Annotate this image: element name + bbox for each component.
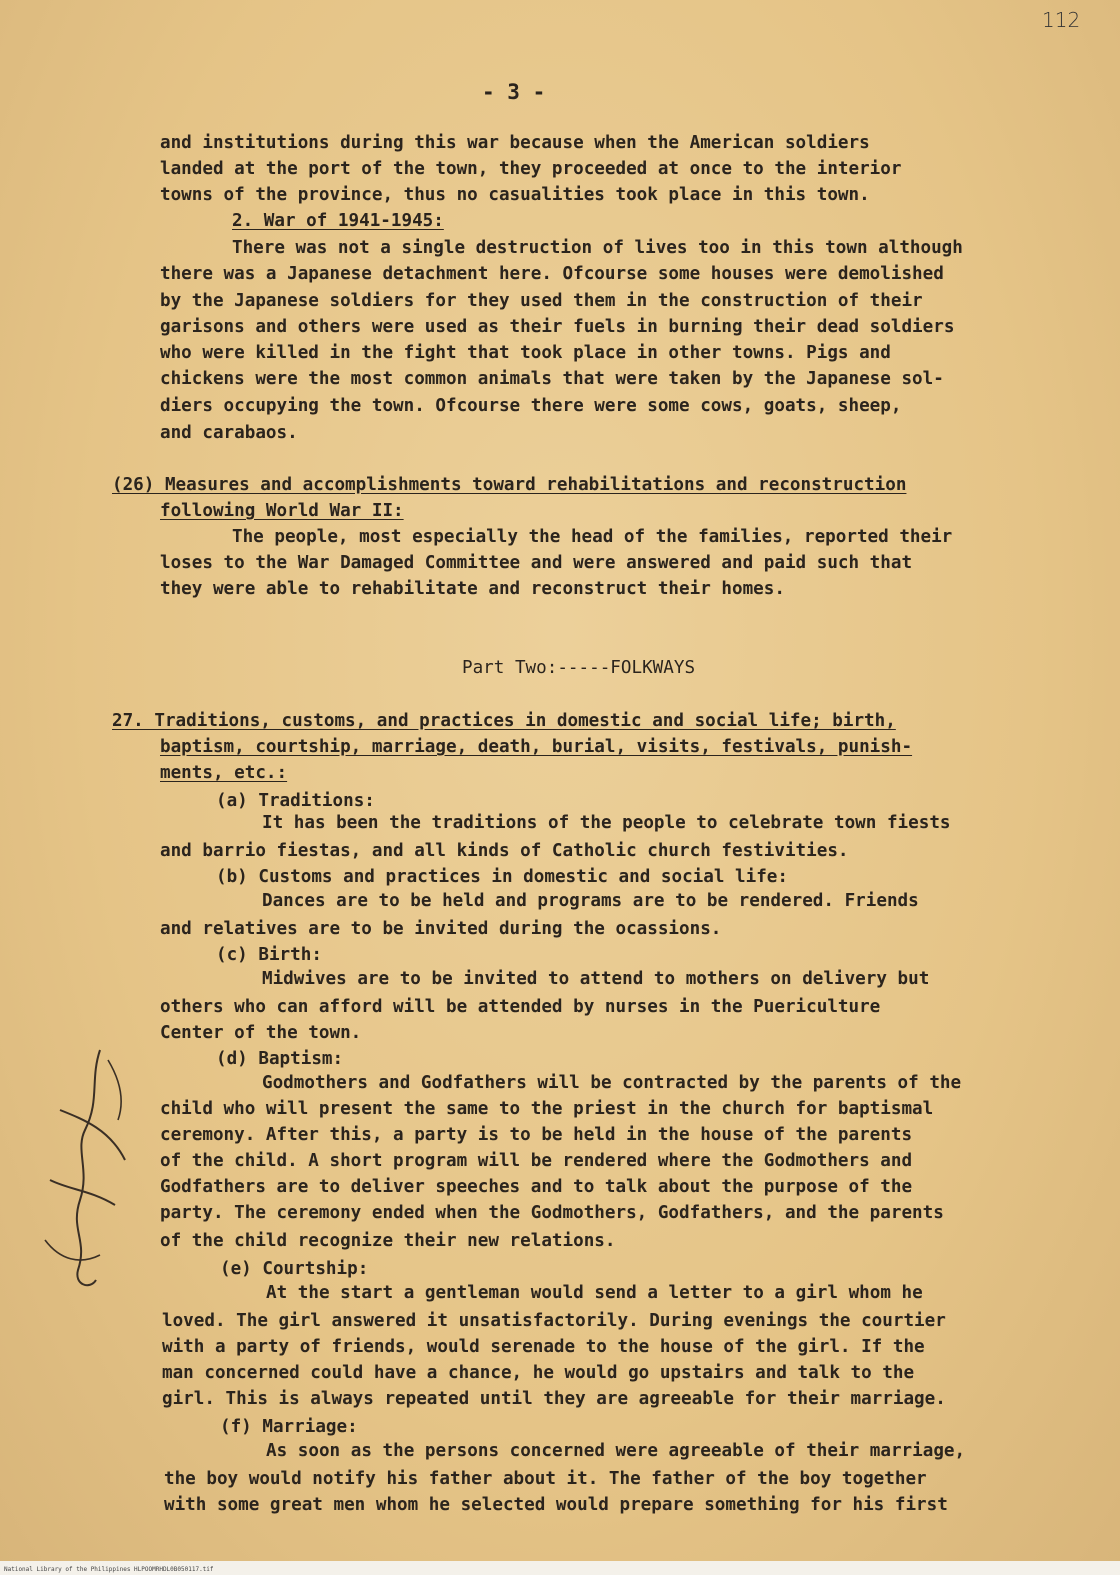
text-line: party. The ceremony ended when the Godmothers, Godfathers, and the parents — [160, 1203, 944, 1223]
text-line: loved. The girl answered it unsatisfactorily. During evenings the courtier — [162, 1311, 946, 1331]
text-line: they were able to rehabilitate and reconstruct their homes. — [160, 579, 785, 599]
text-line: The people, most especially the head of the families, reported their — [232, 527, 953, 547]
text-line: Center of the town. — [160, 1023, 362, 1043]
page-number: - 3 - — [482, 80, 546, 104]
subsection-heading: (f) Marriage: — [220, 1417, 358, 1437]
text-line: of the child. A short program will be rendered where the Godmothers and — [160, 1151, 913, 1171]
text-line: As soon as the persons concerned were agreeable of their marriage, — [266, 1441, 966, 1461]
text-line: by the Japanese soldiers for they used them in the construction of their — [160, 291, 923, 311]
text-line: with a party of friends, would serenade to the house of the girl. If the — [162, 1337, 925, 1357]
text-line: At the start a gentleman would send a letter to a girl whom he — [266, 1283, 923, 1303]
text-line: ceremony. After this, a party is to be held in the house of the parents — [160, 1125, 913, 1145]
section-heading: ments, etc.: — [160, 763, 288, 783]
handwritten-signature — [30, 1040, 140, 1300]
text-line: diers occupying the town. Ofcourse there were some cows, goats, sheep, — [160, 396, 902, 416]
text-line: girl. This is always repeated until they are agreeable for their marriage. — [162, 1389, 946, 1409]
text-line: and barrio fiestas, and all kinds of Catholic church festivities. — [160, 841, 849, 861]
subsection-heading: (a) Traditions: — [216, 791, 375, 811]
text-line: and institutions during this war because when the American soldiers — [160, 133, 870, 153]
text-line: of the child recognize their new relations. — [160, 1231, 616, 1251]
text-line: the boy would notify his father about it. The father of the boy together — [164, 1469, 927, 1489]
section-heading: following World War II: — [160, 501, 404, 521]
text-line: and relatives are to be invited during the ocassions. — [160, 919, 722, 939]
text-line: Dances are to be held and programs are to be rendered. Friends — [262, 891, 919, 911]
section-heading: (26) Measures and accomplishments toward rehabilitations and reconstruction — [112, 475, 907, 495]
text-line: man concerned could have a chance, he would go upstairs and talk to the — [162, 1363, 915, 1383]
subsection-heading: (e) Courtship: — [220, 1259, 369, 1279]
text-line: Godmothers and Godfathers will be contracted by the parents of the — [262, 1073, 962, 1093]
part-heading: Part Two:-----FOLKWAYS — [462, 658, 696, 678]
text-line: and carabaos. — [160, 423, 298, 443]
text-line: Midwives are to be invited to attend to mothers on delivery but — [262, 969, 930, 989]
page-annotation: 112 — [1042, 8, 1081, 32]
text-line: chickens were the most common animals that were taken by the Japanese sol- — [160, 369, 944, 389]
text-line: with some great men whom he selected would prepare something for his first — [164, 1495, 948, 1515]
subsection-heading: (b) Customs and practices in domestic and social life: — [216, 867, 788, 887]
scan-footer: National Library of the Philippines HLPOOMRHDL0B050117.tif — [4, 1566, 214, 1573]
section-heading: 27. Traditions, customs, and practices in domestic and social life; birth, — [112, 711, 896, 731]
text-line: there was a Japanese detachment here. Ofcourse some houses were demolished — [160, 264, 944, 284]
text-line: loses to the War Damaged Committee and were answered and paid such that — [160, 553, 913, 573]
subsection-heading: (d) Baptism: — [216, 1049, 344, 1069]
section-heading: 2. War of 1941-1945: — [232, 211, 444, 231]
text-line: landed at the port of the town, they proceeded at once to the interior — [160, 159, 902, 179]
text-line: child who will present the same to the priest in the church for baptismal — [160, 1099, 934, 1119]
text-line: There was not a single destruction of lives too in this town although — [232, 238, 963, 258]
text-line: It has been the traditions of the people to celebrate town fiests — [262, 813, 951, 833]
text-line: towns of the province, thus no casualities took place in this town. — [160, 185, 870, 205]
text-line: others who can afford will be attended by nurses in the Puericulture — [160, 997, 881, 1017]
text-line: Godfathers are to deliver speeches and to talk about the purpose of the — [160, 1177, 913, 1197]
text-line: garisons and others were used as their fuels in burning their dead soldiers — [160, 317, 955, 337]
text-line: who were killed in the fight that took place in other towns. Pigs and — [160, 343, 891, 363]
subsection-heading: (c) Birth: — [216, 945, 322, 965]
section-heading: baptism, courtship, marriage, death, burial, visits, festivals, punish- — [160, 737, 913, 757]
